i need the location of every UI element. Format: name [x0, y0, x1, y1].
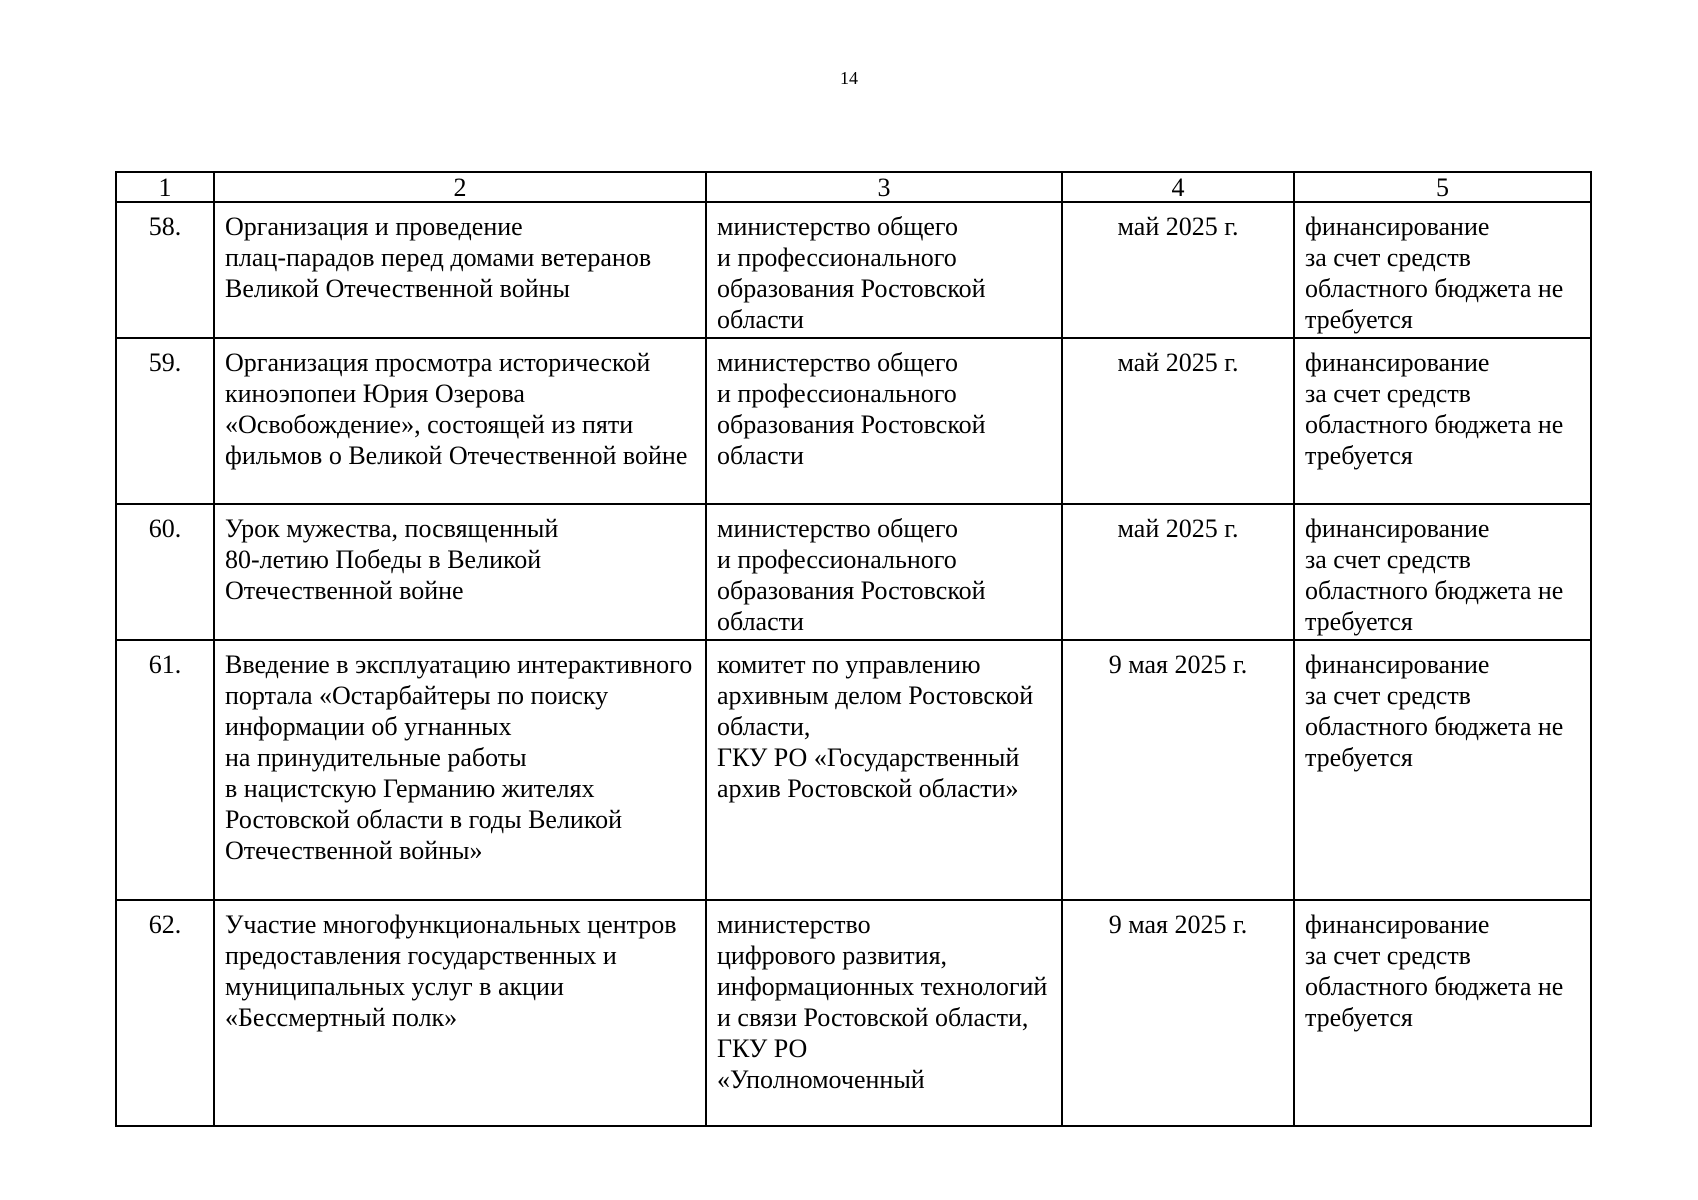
row-number: 62. — [116, 900, 214, 1126]
responsible-party: министерство общего и профессионального образования Ростовской области — [706, 504, 1062, 640]
event-date: 9 мая 2025 г. — [1062, 900, 1294, 1126]
table-row — [116, 202, 1591, 338]
column-header-1: 1 — [116, 172, 214, 202]
responsible-party: министерство общего и профессионального образования Ростовской области — [706, 338, 1062, 504]
column-header-3: 3 — [706, 172, 1062, 202]
page-number: 14 — [840, 68, 858, 88]
event-date: май 2025 г. — [1062, 202, 1294, 338]
funding-note: финансирование за счет средств областного бюджета не требуется — [1294, 640, 1591, 900]
funding-note: финансирование за счет средств областного бюджета не требуется — [1294, 504, 1591, 640]
column-header-5: 5 — [1294, 172, 1591, 202]
responsible-party: комитет по управлению архивным делом Ростовской области, ГКУ РО «Государственный архив Ростовской области» — [706, 640, 1062, 900]
event-name: Организация просмотра исторической киноэпопеи Юрия Озерова «Освобождение», состоящей из пяти фильмов о Великой Отечественной войне — [214, 338, 706, 504]
responsible-party: министерство цифрового развития, информационных технологий и связи Ростовской области, ГКУ РО «Уполномоченный — [706, 900, 1062, 1126]
event-date: май 2025 г. — [1062, 338, 1294, 504]
table-row — [116, 338, 1591, 504]
column-header-4: 4 — [1062, 172, 1294, 202]
events-table — [115, 171, 1592, 1127]
table-row — [116, 504, 1591, 640]
table-row — [116, 900, 1591, 1126]
funding-note: финансирование за счет средств областного бюджета не требуется — [1294, 202, 1591, 338]
table-row — [116, 640, 1591, 900]
event-date: 9 мая 2025 г. — [1062, 640, 1294, 900]
event-name: Организация и проведение плац-парадов перед домами ветеранов Великой Отечественной войны — [214, 202, 706, 338]
responsible-party: министерство общего и профессионального образования Ростовской области — [706, 202, 1062, 338]
funding-note: финансирование за счет средств областного бюджета не требуется — [1294, 338, 1591, 504]
row-number: 61. — [116, 640, 214, 900]
row-number: 58. — [116, 202, 214, 338]
event-name: Урок мужества, посвященный 80-летию Победы в Великой Отечественной войне — [214, 504, 706, 640]
event-name: Введение в эксплуатацию интерактивного портала «Остарбайтеры по поиску информации об угнанных на принудительные работы в нацистскую Германию жителях Ростовской области в годы Великой Отечественной войны» — [214, 640, 706, 900]
column-header-2: 2 — [214, 172, 706, 202]
event-name: Участие многофункциональных центров предоставления государственных и муниципальных услуг в акции «Бессмертный полк» — [214, 900, 706, 1126]
row-number: 59. — [116, 338, 214, 504]
column-number-row — [116, 172, 1591, 202]
funding-note: финансирование за счет средств областного бюджета не требуется — [1294, 900, 1591, 1126]
row-number: 60. — [116, 504, 214, 640]
event-date: май 2025 г. — [1062, 504, 1294, 640]
